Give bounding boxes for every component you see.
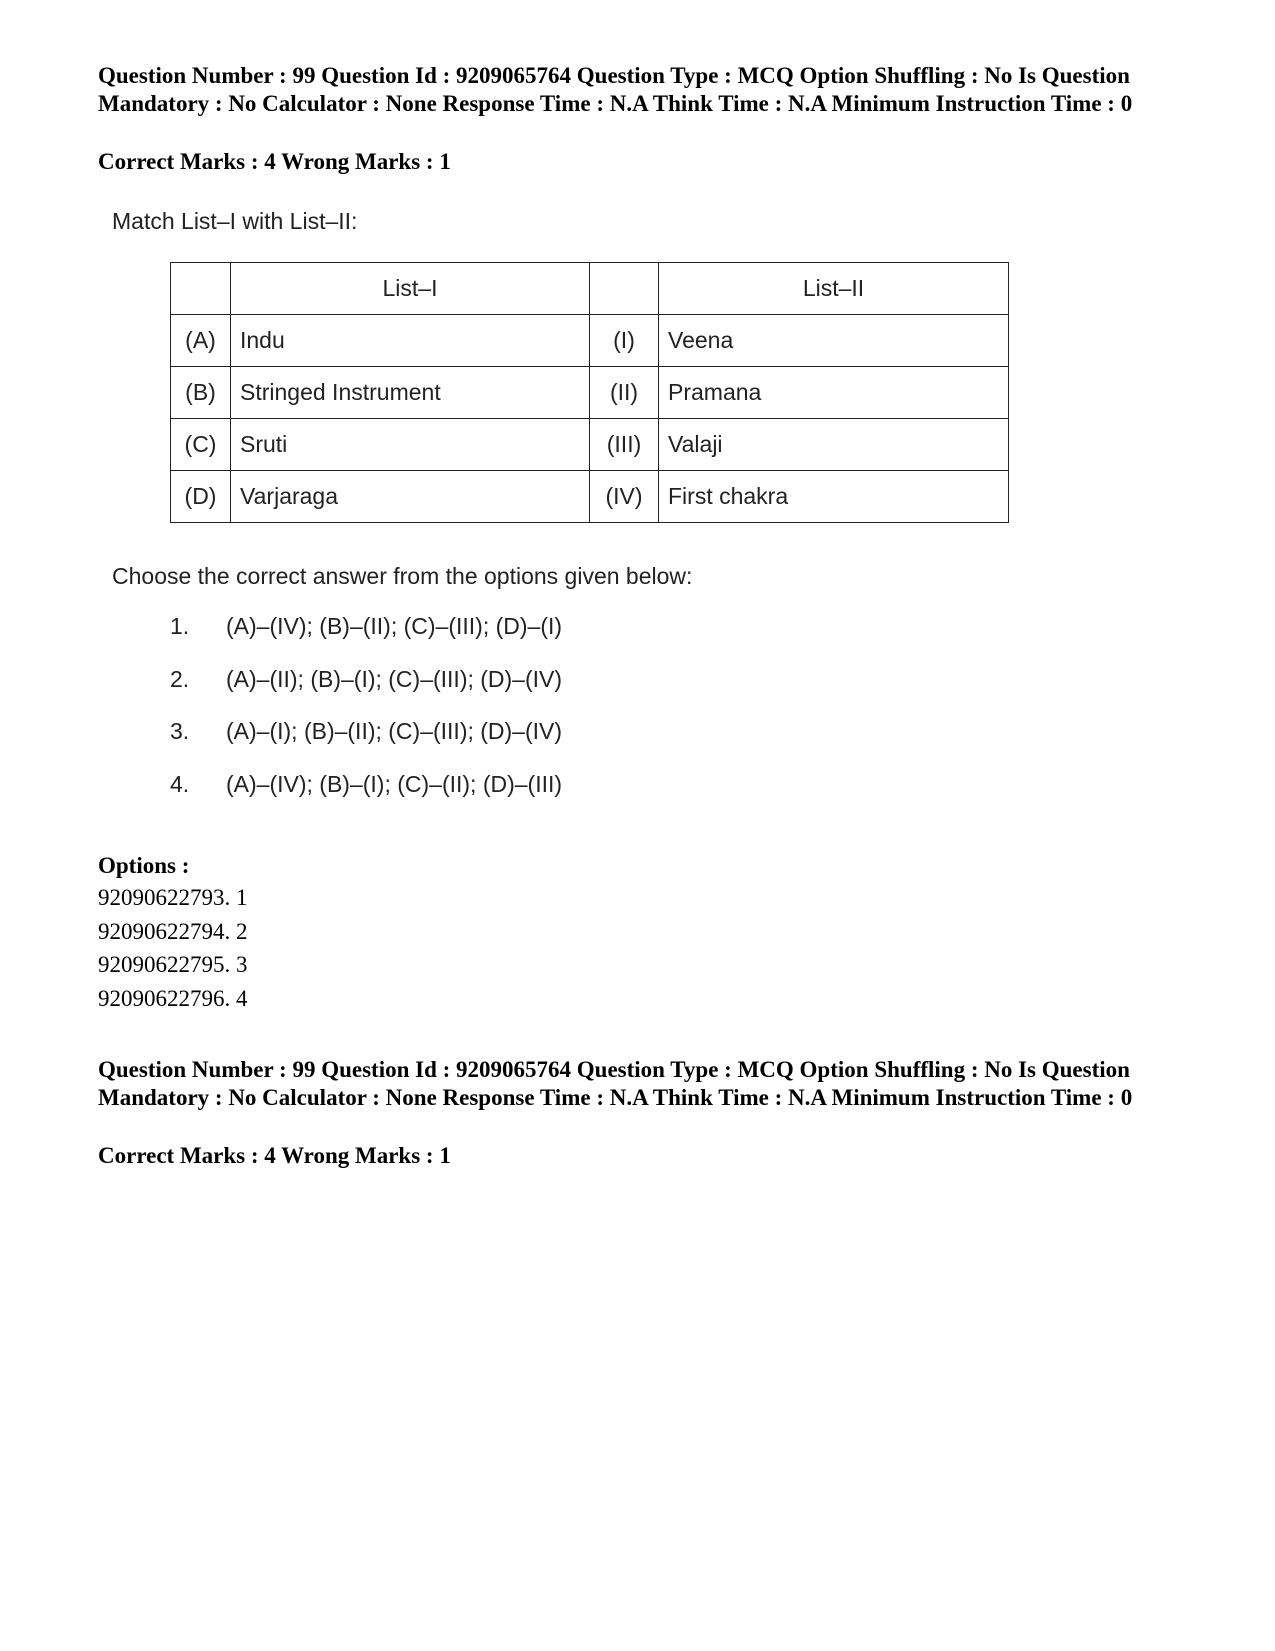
list1-letter: (B) bbox=[171, 367, 231, 419]
list2-numeral: (III) bbox=[590, 419, 659, 471]
question-intro: Match List–I with List–II: bbox=[112, 208, 358, 234]
table-row bbox=[171, 471, 1009, 523]
answer-text: (A)–(I); (B)–(II); (C)–(III); (D)–(IV) bbox=[226, 718, 563, 744]
list1-letter: (D) bbox=[171, 471, 231, 523]
list1-item: Stringed Instrument bbox=[231, 367, 590, 419]
option-item: 92090622796. 4 bbox=[98, 985, 248, 1011]
options-heading: Options : bbox=[98, 853, 190, 878]
list1-item: Sruti bbox=[231, 419, 590, 471]
answer-number: 3. bbox=[170, 718, 190, 744]
list2-numeral: (II) bbox=[590, 367, 659, 419]
list1-item: Varjaraga bbox=[231, 471, 590, 523]
question-meta-header: Question Number : 99 Question Id : 9209065764 Question Type : MCQ Option Shuffling : No Is Question Mandatory : No Calculator : None Response Time : N.A Think Time : N.A Minimum Instruction Time : 0 bbox=[98, 63, 1133, 116]
match-table bbox=[170, 262, 1009, 523]
list2-numeral: (IV) bbox=[590, 471, 659, 523]
list2-item: Veena bbox=[659, 315, 1009, 367]
options-list bbox=[98, 884, 248, 1018]
list2-numeral: (I) bbox=[590, 315, 659, 367]
answer-text: (A)–(IV); (B)–(II); (C)–(III); (D)–(I) bbox=[226, 613, 563, 639]
question-image bbox=[98, 198, 1018, 818]
question-meta-header: Question Number : 99 Question Id : 9209065764 Question Type : MCQ Option Shuffling : No Is Question Mandatory : No Calculator : None Response Time : N.A Think Time : N.A Minimum Instruction Time : 0 bbox=[98, 1057, 1133, 1110]
table-row bbox=[171, 419, 1009, 471]
answer-text: (A)–(II); (B)–(I); (C)–(III); (D)–(IV) bbox=[226, 665, 563, 692]
answer-choice bbox=[170, 766, 562, 819]
option-item: 92090622795. 3 bbox=[98, 952, 248, 977]
answer-number: 4. bbox=[170, 770, 190, 797]
answer-number: 2. bbox=[170, 665, 190, 692]
table-row bbox=[171, 315, 1009, 367]
question-marks: Correct Marks : 4 Wrong Marks : 1 bbox=[98, 1143, 451, 1168]
table-cell bbox=[590, 263, 659, 315]
option-item: 92090622794. 2 bbox=[98, 918, 248, 944]
list2-header: List–II bbox=[659, 263, 1009, 315]
table-cell bbox=[171, 263, 231, 315]
list1-letter: (C) bbox=[171, 419, 231, 471]
table-header-row bbox=[171, 263, 1009, 315]
list1-header: List–I bbox=[231, 263, 590, 315]
answer-choice bbox=[170, 713, 562, 766]
answer-choice bbox=[170, 661, 562, 714]
answer-choice bbox=[170, 608, 562, 661]
list2-item: Pramana bbox=[659, 367, 1009, 419]
choose-instruction: Choose the correct answer from the options given below: bbox=[112, 563, 693, 589]
list2-item: Valaji bbox=[659, 419, 1009, 471]
question-marks: Correct Marks : 4 Wrong Marks : 1 bbox=[98, 149, 451, 174]
list2-item: First chakra bbox=[659, 471, 1009, 523]
answer-number: 1. bbox=[170, 613, 190, 639]
list1-item: Indu bbox=[231, 315, 590, 367]
list1-letter: (A) bbox=[171, 315, 231, 367]
table-row bbox=[171, 367, 1009, 419]
option-item: 92090622793. 1 bbox=[98, 885, 248, 910]
answer-text: (A)–(IV); (B)–(I); (C)–(II); (D)–(III) bbox=[226, 770, 563, 797]
answer-choices bbox=[170, 608, 562, 818]
